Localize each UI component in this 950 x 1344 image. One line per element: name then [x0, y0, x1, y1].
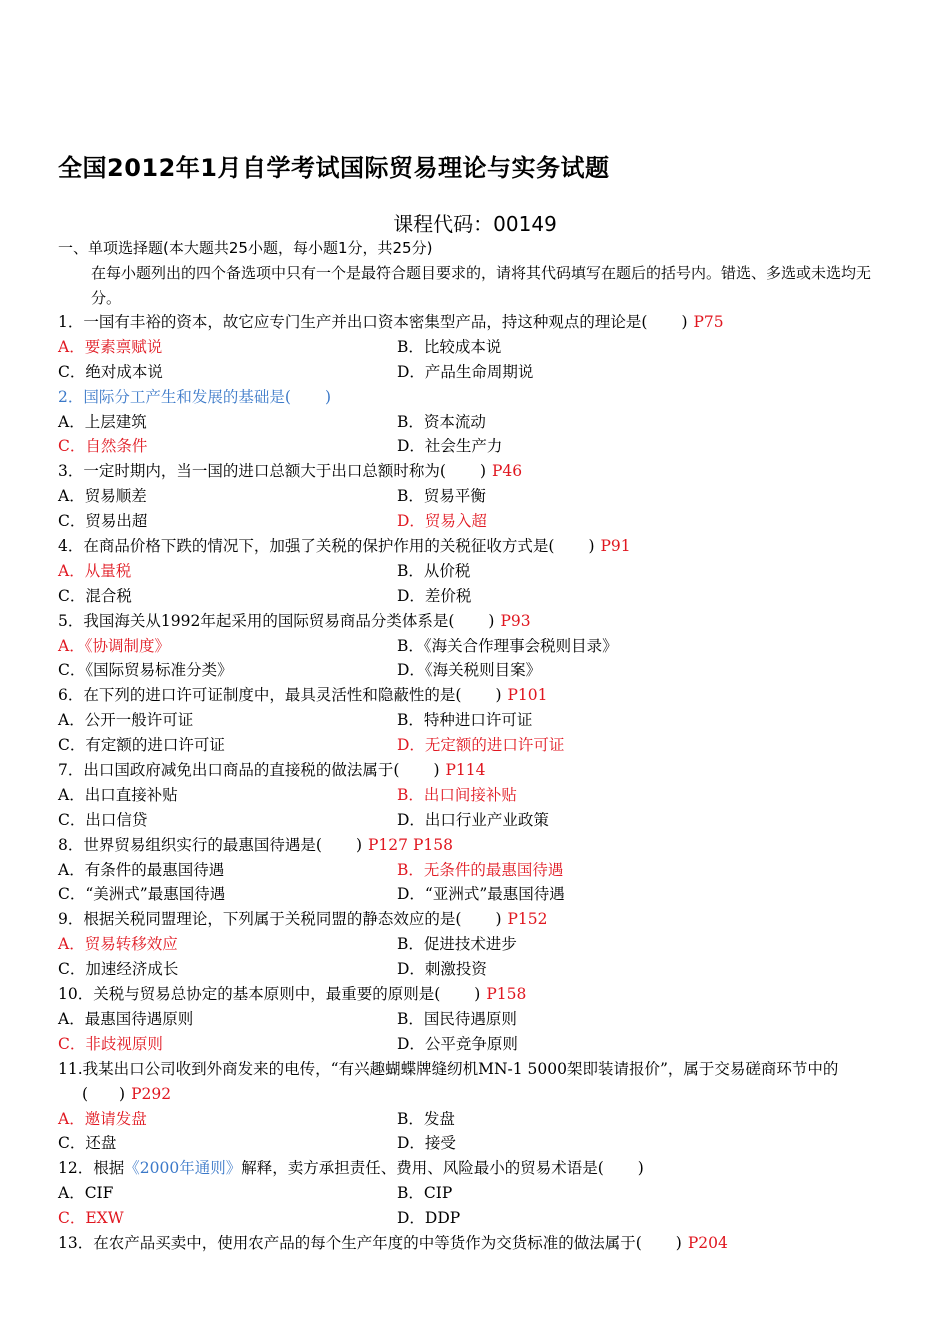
options-row [58, 509, 903, 534]
options-row [58, 783, 903, 808]
option-b: B．资本流动 [397, 412, 486, 431]
course-code: 课程代码：00149 [393, 212, 557, 236]
section-instructions: 在每小题列出的四个备选项中只有一个是最符合题目要求的，请将其代码填写在题后的括号内。错选、多选或未选均无分。 [91, 264, 872, 307]
option-d: D．《海关税则目案》 [397, 661, 542, 680]
question-12: 12．根据《2000年通则》解释，卖方承担责任、费用、风险最小的贸易术语是( ) [58, 1159, 644, 1178]
question-3: 3．一定时期内，当一国的进口总额大于出口总额时称为( ) P46 [58, 462, 523, 481]
option-c: C．还盘 [58, 1134, 117, 1153]
question-6: 6．在下列的进口许可证制度中，最具灵活性和隐蔽性的是( ) P101 [58, 686, 548, 705]
page-ref: P93 [500, 611, 531, 630]
options-row [58, 434, 903, 459]
option-c: C．贸易出超 [58, 512, 148, 531]
option-d: D．社会生产力 [397, 437, 503, 456]
option-b: B．国民待遇原则 [397, 1009, 517, 1028]
options-row [58, 1131, 903, 1156]
page-ref: P158 [486, 985, 527, 1004]
option-b: B．从价税 [397, 561, 471, 580]
option-b: B．促进技术进步 [397, 935, 517, 954]
option-d: D．DDP [397, 1209, 461, 1228]
page-ref: P292 [131, 1084, 172, 1103]
option-c: C．“美洲式”最惠国待遇 [58, 885, 226, 904]
option-c: C．出口信贷 [58, 810, 148, 829]
options-row [58, 360, 903, 385]
option-b: B．特种进口许可证 [397, 711, 533, 730]
option-a-answer: A．要素禀赋说 [58, 337, 163, 356]
options-row [58, 335, 903, 360]
option-b-answer: B．出口间接补贴 [397, 785, 517, 804]
option-d-answer: D．贸易入超 [397, 512, 487, 531]
page-ref: P152 [507, 910, 548, 929]
options-row [58, 658, 903, 683]
option-a: A．出口直接补贴 [58, 785, 178, 804]
option-d: D．接受 [397, 1134, 456, 1153]
options-row [58, 932, 903, 957]
options-row [58, 1181, 903, 1206]
option-a: A．公开一般许可证 [58, 711, 194, 730]
page-ref: P127 P158 [368, 835, 453, 854]
options-row [58, 584, 903, 609]
page-title: 全国2012年1月自学考试国际贸易理论与实务试题 [58, 154, 610, 182]
options-row [58, 559, 903, 584]
page-ref: P114 [445, 761, 486, 780]
options-row [58, 1206, 903, 1231]
option-a-answer: A．邀请发盘 [58, 1109, 147, 1128]
option-c-answer: C．自然条件 [58, 437, 148, 456]
option-b: B．发盘 [397, 1109, 455, 1128]
incoterms-link[interactable]: 《2000年通则》 [124, 1159, 242, 1178]
option-d: D．刺激投资 [397, 960, 487, 979]
options-row [58, 808, 903, 833]
option-d: D．出口行业产业政策 [397, 810, 549, 829]
options-row [58, 858, 903, 883]
question-10: 10．关税与贸易总协定的基本原则中，最重要的原则是( ) P158 [58, 985, 527, 1004]
options-row [58, 1007, 903, 1032]
options-row [58, 1107, 903, 1132]
section-heading: 一、单项选择题(本大题共25小题，每小题1分，共25分) [58, 239, 433, 257]
options-row [58, 1032, 903, 1057]
option-c: C．《国际贸易标准分类》 [58, 661, 233, 680]
question-11: 11.我某出口公司收到外商发来的电传，“有兴趣蝴蝶牌缝纫机MN-1 5000架即装请报价”，属于交易磋商环节中的 [58, 1059, 839, 1078]
option-c-answer: C．EXW [58, 1209, 124, 1228]
question-5: 5．我国海关从1992年起采用的国际贸易商品分类体系是( ) P93 [58, 611, 531, 630]
options-row [58, 733, 903, 758]
options-row [58, 882, 903, 907]
option-d: D．产品生命周期说 [397, 362, 534, 381]
option-b: B．贸易平衡 [397, 487, 486, 506]
question-7: 7．出口国政府减免出口商品的直接税的做法属于( ) P114 [58, 761, 486, 780]
option-a-answer: A．《协调制度》 [58, 636, 170, 655]
page-ref: P204 [687, 1233, 728, 1252]
option-c: C．有定额的进口许可证 [58, 736, 225, 755]
question-4: 4．在商品价格下跌的情况下，加强了关税的保护作用的关税征收方式是( ) P91 [58, 537, 631, 556]
option-c: C．绝对成本说 [58, 362, 163, 381]
option-d: D．差价税 [397, 586, 472, 605]
option-a: A．贸易顺差 [58, 487, 147, 506]
option-b: B．比较成本说 [397, 337, 502, 356]
options-row [58, 708, 903, 733]
option-b-answer: B．无条件的最惠国待遇 [397, 860, 564, 879]
option-d: D．“亚洲式”最惠国待遇 [397, 885, 565, 904]
question-8: 8．世界贸易组织实行的最惠国待遇是( ) P127 P158 [58, 835, 453, 854]
question-11-continuation: ( ) P292 [82, 1084, 172, 1103]
option-a-answer: A．从量税 [58, 561, 132, 580]
option-a: A．最惠国待遇原则 [58, 1009, 194, 1028]
option-a: A．CIF [58, 1184, 114, 1203]
question-list [58, 310, 903, 1256]
options-row [58, 484, 903, 509]
option-a-answer: A．贸易转移效应 [58, 935, 178, 954]
option-b: B．CIP [397, 1184, 453, 1203]
options-row [58, 410, 903, 435]
page-ref: P75 [693, 313, 724, 331]
options-row [58, 957, 903, 982]
page-ref: P91 [600, 537, 631, 556]
option-d-answer: D．无定额的进口许可证 [397, 736, 565, 755]
page-ref: P46 [492, 462, 523, 481]
option-c-answer: C．非歧视原则 [58, 1034, 163, 1053]
question-13: 13．在农产品买卖中，使用农产品的每个生产年度的中等货作为交货标准的做法属于( ) P204 [58, 1233, 728, 1252]
question-2: 2．国际分工产生和发展的基础是( ) [58, 387, 331, 406]
option-b: B．《海关合作理事会税则目录》 [397, 636, 618, 655]
option-d: D．公平竞争原则 [397, 1034, 518, 1053]
option-c: C．混合税 [58, 586, 132, 605]
question-1: 1．一国有丰裕的资本，故它应专门生产并出口资本密集型产品，持这种观点的理论是( ) P75 [58, 313, 724, 331]
question-9: 9．根据关税同盟理论，下列属于关税同盟的静态效应的是( ) P152 [58, 910, 548, 929]
options-row [58, 634, 903, 659]
page-ref: P101 [507, 686, 548, 705]
option-a: A．上层建筑 [58, 412, 147, 431]
option-c: C．加速经济成长 [58, 960, 179, 979]
option-a: A．有条件的最惠国待遇 [58, 860, 225, 879]
